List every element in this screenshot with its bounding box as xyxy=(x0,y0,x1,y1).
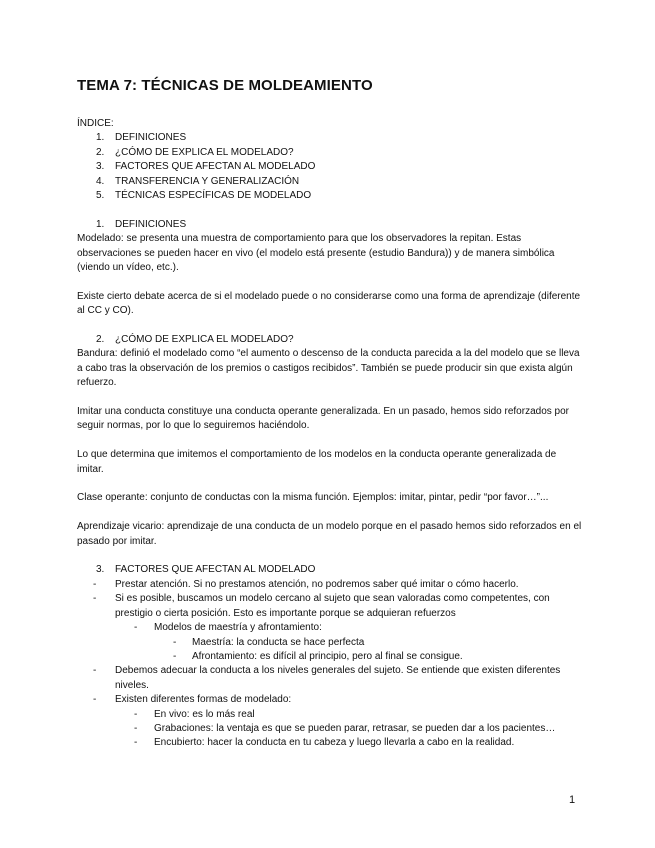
index-list xyxy=(77,131,582,203)
index-item: 4. TRANSFERENCIA Y GENERALIZACIÓN xyxy=(96,175,300,187)
sub-sub-bullet-item: - Afrontamiento: es difícil al principio, pero al final se consigue. xyxy=(173,650,463,662)
paragraph: Imitar una conducta constituye una conducta operante generalizada. En un pasado, hemos sido reforzados por seguir normas, por lo que lo seguiremos haciéndolo. xyxy=(77,406,569,432)
section-heading-explicacion: 2. ¿CÓMO DE EXPLICA EL MODELADO? xyxy=(96,334,294,346)
bullet-item: - Debemos adecuar la conducta a los niveles generales del sujeto. Se entiende que existen diferentes niveles. xyxy=(93,665,561,691)
paragraph: Aprendizaje vicario: aprendizaje de una conducta de un modelo porque en el pasado hemos sido reforzados en el pasado por imitar. xyxy=(77,521,582,547)
section-heading-factores: 3. FACTORES QUE AFECTAN AL MODELADO xyxy=(96,564,316,576)
sub-bullet-item: - En vivo: es lo más real xyxy=(134,708,255,720)
paragraph: Lo que determina que imitemos el comportamiento de los modelos en la conducta operante generalizada de imitar. xyxy=(77,449,557,475)
paragraph: Existe cierto debate acerca de si el modelado puede o no considerarse como una forma de aprendizaje (diferente al CC y CO). xyxy=(77,290,581,317)
bullet-item: - Existen diferentes formas de modelado: xyxy=(93,694,292,706)
paragraph: Bandura: definió el modelado como “el aumento o descenso de la conducta parecida a la del modelo que se lleva a cabo tras la observación de los premios o castigos recibidos”. También se puede producir sin que exista algún refuerzo. xyxy=(77,348,580,389)
document-title: TEMA 7: TÉCNICAS DE MOLDEAMIENTO xyxy=(77,77,373,94)
index-item: 1. DEFINICIONES xyxy=(96,132,187,144)
paragraph: Clase operante: conjunto de conductas con la misma función. Ejemplos: imitar, pintar, pedir “por favor…”... xyxy=(77,492,549,504)
section-heading-definiciones: 1. DEFINICIONES xyxy=(96,218,187,230)
sub-bullet-item: - Grabaciones: la ventaja es que se pueden parar, retrasar, se pueden dar a los pacientes… xyxy=(134,722,556,734)
sub-bullet-item: - Modelos de maestría y afrontamiento: xyxy=(134,622,322,634)
sub-sub-bullet-item: - Maestría: la conducta se hace perfecta xyxy=(173,636,365,648)
page-number: 1 xyxy=(569,794,576,806)
document-body xyxy=(77,117,582,751)
index-item: 3. FACTORES QUE AFECTAN AL MODELADO xyxy=(96,161,316,173)
bullet-item: - Si es posible, buscamos un modelo cercano al sujeto que sean valoradas como competentes, con prestigio o cierta posición. Esto es importante porque se adquieran refuerzos xyxy=(93,593,550,619)
bullet-item: - Prestar atención. Si no prestamos atención, no podremos saber qué imitar o cómo hacerlo. xyxy=(93,578,519,590)
index-label: ÍNDICE: xyxy=(77,118,114,129)
paragraph: Modelado: se presenta una muestra de comportamiento para que los observadores la repitan. Estas observaciones se pueden hacer en vivo (el modelo está presente (estudio Bandura)) y de manera simbólica (viendo un vídeo, etc.). xyxy=(77,233,555,274)
sub-bullet-item: - Encubierto: hacer la conducta en tu cabeza y luego llevarla a cabo en la realidad. xyxy=(134,737,515,749)
index-item: 2. ¿CÓMO DE EXPLICA EL MODELADO? xyxy=(96,146,294,158)
index-item: 5. TÉCNICAS ESPECÍFICAS DE MODELADO xyxy=(96,190,312,202)
